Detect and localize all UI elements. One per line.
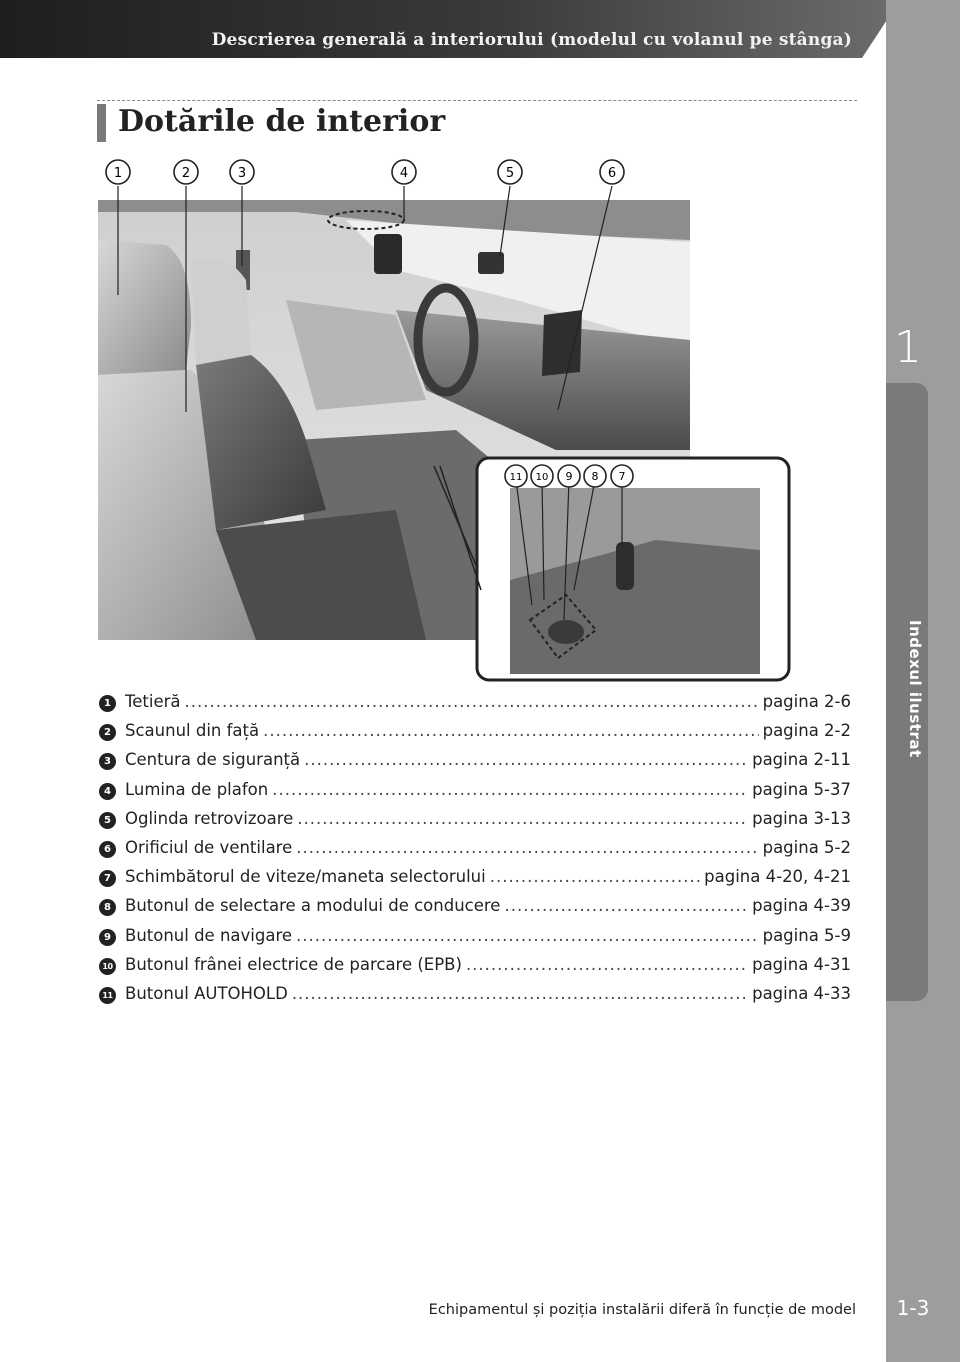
leader-dots — [272, 780, 748, 799]
item-marker: 5 — [99, 812, 116, 829]
page-reference[interactable]: pagina 3-13 — [752, 808, 851, 828]
leader-dots — [504, 896, 748, 915]
left-headrest — [98, 240, 191, 375]
callout-label-6: 6 — [607, 166, 617, 181]
page-reference[interactable]: pagina 4-31 — [752, 954, 851, 974]
callout-top-row — [106, 160, 624, 184]
item-label: Oglinda retrovizoare — [125, 808, 294, 828]
item-marker: 4 — [99, 783, 116, 800]
list-item — [99, 692, 851, 721]
list-item — [99, 926, 851, 955]
page-header — [0, 0, 960, 60]
callout-label-10: 10 — [535, 472, 549, 483]
item-label: Orificiul de ventilare — [125, 837, 293, 857]
item-marker: 8 — [99, 899, 116, 916]
item-label: Lumina de plafon — [125, 779, 269, 799]
rearview-mirror — [374, 234, 402, 274]
item-marker: 10 — [99, 958, 116, 975]
callout-label-11: 11 — [509, 472, 523, 483]
leader-dots — [490, 867, 700, 886]
list-item — [99, 809, 851, 838]
item-marker: 1 — [99, 695, 116, 712]
callout-label-3: 3 — [237, 166, 247, 181]
item-label: Butonul de selectare a modului de conducere — [125, 896, 501, 916]
commander-knob — [548, 620, 584, 644]
list-item — [99, 867, 851, 896]
item-marker: 6 — [99, 841, 116, 858]
leader-dots — [292, 984, 748, 1003]
leader-dots — [185, 692, 759, 711]
list-item — [99, 721, 851, 750]
item-label: Scaunul din față — [125, 721, 260, 741]
callout-label-8: 8 — [591, 470, 599, 483]
list-item — [99, 838, 851, 867]
item-marker: 3 — [99, 753, 116, 770]
list-item — [99, 750, 851, 779]
callout-label-5: 5 — [505, 166, 515, 181]
page-reference[interactable]: pagina 5-37 — [752, 779, 851, 799]
item-label: Butonul frânei electrice de parcare (EPB) — [125, 954, 462, 974]
page-reference[interactable]: pagina 5-2 — [762, 837, 851, 857]
leader-dots — [304, 750, 748, 769]
callout-label-2: 2 — [181, 166, 191, 181]
leader-dots — [296, 926, 759, 945]
header-title: Descrierea generală a interiorului (modelul cu volanul pe stânga) — [211, 30, 852, 50]
center-display — [542, 310, 582, 376]
callout-label-4: 4 — [399, 166, 409, 181]
page-reference[interactable]: pagina 2-11 — [752, 750, 851, 770]
chapter-number: 1 — [894, 322, 922, 373]
page-reference[interactable]: pagina 2-2 — [762, 721, 851, 741]
component-list — [99, 692, 851, 1013]
leader-dots — [466, 955, 748, 974]
leader-dots — [263, 721, 758, 740]
callout-label-9: 9 — [565, 470, 573, 483]
item-marker: 11 — [99, 987, 116, 1004]
list-item — [99, 896, 851, 925]
item-label: Schimbătorul de viteze/maneta selectorului — [125, 867, 486, 887]
item-marker: 9 — [99, 929, 116, 946]
callout-label-7: 7 — [618, 470, 626, 483]
item-label: Tetieră — [125, 692, 181, 711]
callout-label-1: 1 — [113, 166, 123, 181]
page-reference[interactable]: pagina 5-9 — [762, 925, 851, 945]
page-reference[interactable]: pagina 4-39 — [752, 896, 851, 916]
item-marker: 7 — [99, 870, 116, 887]
title-divider — [97, 100, 857, 101]
callout-inset-row — [505, 465, 633, 487]
section-title: Dotările de interior — [118, 104, 446, 139]
page-reference[interactable]: pagina 4-33 — [752, 983, 851, 1003]
leader-dots — [296, 838, 758, 857]
section-tab-label: Indexul ilustrat — [906, 620, 924, 758]
item-label: Butonul de navigare — [125, 925, 293, 945]
gear-shifter — [616, 542, 634, 590]
footer-note: Echipamentul și poziția instalării diferă în funcție de model — [428, 1302, 856, 1318]
interior-drawing — [96, 150, 796, 690]
leader-dots — [297, 809, 748, 828]
item-label: Butonul AUTOHOLD — [125, 983, 288, 1003]
page-reference[interactable]: pagina 2-6 — [762, 692, 851, 711]
item-marker: 2 — [99, 724, 116, 741]
title-accent-bar — [97, 104, 106, 142]
item-label: Centura de siguranță — [125, 750, 301, 770]
list-item — [99, 780, 851, 809]
list-item — [99, 984, 851, 1013]
page-reference[interactable]: pagina 4-20, 4-21 — [704, 867, 851, 887]
page-number: 1-3 — [896, 1296, 930, 1320]
list-item — [99, 955, 851, 984]
interior-illustration — [96, 150, 796, 690]
